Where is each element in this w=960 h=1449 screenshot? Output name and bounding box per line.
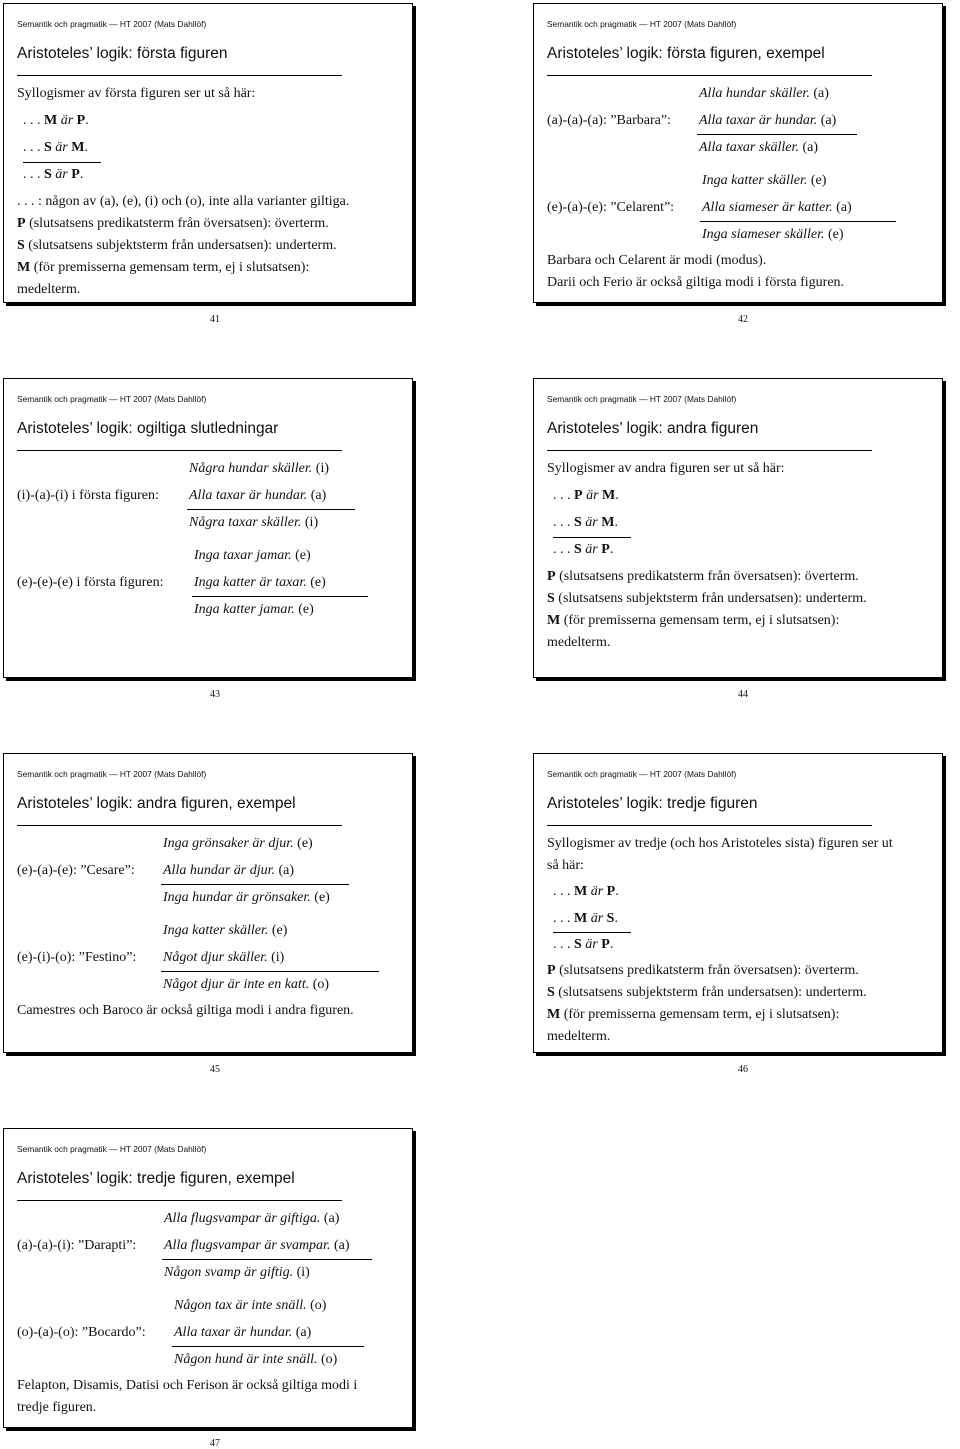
slide-41	[3, 3, 413, 303]
title-rule	[547, 450, 872, 451]
ex1-conclusion: Några taxar skäller. (i)	[189, 515, 319, 530]
slide-42	[533, 3, 943, 303]
def-medelterm: M (för premisserna gemensam term, ej i slutsatsen):	[547, 613, 840, 628]
slide-title: Aristoteles’ logik: andra figuren	[547, 420, 759, 437]
def-medelterm-cont: medelterm.	[17, 282, 81, 297]
celarent-line	[700, 221, 896, 222]
darapti-line	[162, 1259, 372, 1260]
ex2-line	[192, 596, 368, 597]
def-overterm: P (slutsatsens predikatsterm från översatsen): överterm.	[17, 216, 329, 231]
darapti-major: Alla flugsvampar är giftiga. (a)	[164, 1211, 340, 1226]
cesare-major: Inga grönsaker är djur. (e)	[163, 836, 313, 851]
example-label-barbara: (a)-(a)-(a): ”Barbara”:	[547, 113, 671, 128]
title-rule	[17, 1200, 342, 1201]
ex2-conclusion: Inga katter jamar. (e)	[194, 602, 314, 617]
slide-title: Aristoteles’ logik: första figuren	[17, 45, 228, 62]
ex2-minor: Inga katter är taxar. (e)	[194, 575, 326, 590]
bocardo-minor: Alla taxar är hundar. (a)	[174, 1325, 312, 1340]
intro-text: Syllogismer av första figuren ser ut så här:	[17, 86, 256, 101]
def-overterm: P (slutsatsens predikatsterm från översatsen): överterm.	[547, 569, 859, 584]
title-rule	[17, 450, 342, 451]
festino-line	[161, 971, 379, 972]
slide-header: Semantik och pragmatik — HT 2007 (Mats Dahllöf)	[547, 19, 737, 29]
premise-minor: . . . M är S.	[553, 911, 618, 926]
def-medelterm-cont: medelterm.	[547, 635, 611, 650]
conclusion: . . . S är P.	[23, 167, 84, 182]
slide-45	[3, 753, 413, 1053]
title-rule	[547, 75, 872, 76]
celarent-minor: Alla siameser är katter. (a)	[702, 200, 852, 215]
cesare-line	[161, 884, 349, 885]
slide-header: Semantik och pragmatik — HT 2007 (Mats Dahllöf)	[547, 394, 737, 404]
example-label-festino: (e)-(i)-(o): ”Festino”:	[17, 950, 137, 965]
festino-major: Inga katter skäller. (e)	[163, 923, 288, 938]
slide-header: Semantik och pragmatik — HT 2007 (Mats Dahllöf)	[17, 394, 207, 404]
barbara-minor: Alla taxar är hundar. (a)	[699, 113, 837, 128]
title-rule	[17, 75, 342, 76]
bocardo-conclusion: Någon hund är inte snäll. (o)	[174, 1352, 338, 1367]
cesare-conclusion: Inga hundar är grönsaker. (e)	[163, 890, 330, 905]
celarent-major: Inga katter skäller. (e)	[702, 173, 827, 188]
conclusion: . . . S är P.	[553, 542, 614, 557]
slide-title: Aristoteles’ logik: andra figuren, exempel	[17, 795, 296, 812]
bocardo-line	[172, 1346, 364, 1347]
page-number-45: 45	[210, 1064, 220, 1075]
celarent-conclusion: Inga siameser skäller. (e)	[702, 227, 844, 242]
intro-text-cont: så här:	[547, 858, 584, 873]
slide-header: Semantik och pragmatik — HT 2007 (Mats Dahllöf)	[17, 19, 207, 29]
premise-major: . . . M är P.	[23, 113, 89, 128]
ex1-line	[187, 509, 355, 510]
def-underterm: S (slutsatsens subjektsterm från undersatsen): underterm.	[547, 985, 867, 1000]
darapti-minor: Alla flugsvampar är svampar. (a)	[164, 1238, 350, 1253]
slide-header: Semantik och pragmatik — HT 2007 (Mats Dahllöf)	[17, 1144, 207, 1154]
variant-note: . . . : någon av (a), (e), (i) och (o), inte alla varianter giltiga.	[17, 194, 350, 209]
slide-title: Aristoteles’ logik: tredje figuren, exempel	[17, 1170, 295, 1187]
example-label-celarent: (e)-(a)-(e): ”Celarent”:	[547, 200, 675, 215]
slide-header: Semantik och pragmatik — HT 2007 (Mats Dahllöf)	[17, 769, 207, 779]
def-medelterm-cont: medelterm.	[547, 1029, 611, 1044]
conclusion-line	[23, 162, 101, 163]
footnote-2: tredje figuren.	[17, 1400, 97, 1415]
slide-title: Aristoteles’ logik: tredje figuren	[547, 795, 758, 812]
conclusion-line	[553, 932, 631, 933]
def-medelterm: M (för premisserna gemensam term, ej i slutsatsen):	[17, 260, 310, 275]
page-number-42: 42	[738, 314, 748, 325]
example-label-cesare: (e)-(a)-(e): ”Cesare”:	[17, 863, 135, 878]
ex1-minor: Alla taxar är hundar. (a)	[189, 488, 327, 503]
example-label-2: (e)-(e)-(e) i första figuren:	[17, 575, 164, 590]
barbara-major: Alla hundar skäller. (a)	[699, 86, 829, 101]
slide-47	[3, 1128, 413, 1428]
festino-conclusion: Något djur är inte en katt. (o)	[163, 977, 330, 992]
slide-title: Aristoteles’ logik: ogiltiga slutledningar	[17, 420, 279, 437]
intro-text: Syllogismer av tredje (och hos Aristoteles sista) figuren ser ut	[547, 836, 893, 851]
barbara-line	[697, 134, 857, 135]
premise-major: . . . P är M.	[553, 488, 619, 503]
example-label-bocardo: (o)-(a)-(o): ”Bocardo”:	[17, 1325, 146, 1340]
bocardo-major: Någon tax är inte snäll. (o)	[174, 1298, 327, 1313]
conclusion-line	[553, 537, 631, 538]
conclusion: . . . S är P.	[553, 937, 614, 952]
example-label-darapti: (a)-(a)-(i): ”Darapti”:	[17, 1238, 137, 1253]
footnote-1: Camestres och Baroco är också giltiga modi i andra figuren.	[17, 1003, 354, 1018]
premise-minor: . . . S är M.	[553, 515, 618, 530]
darapti-conclusion: Någon svamp är giftig. (i)	[164, 1265, 310, 1280]
def-overterm: P (slutsatsens predikatsterm från översatsen): överterm.	[547, 963, 859, 978]
page-number-43: 43	[210, 689, 220, 700]
def-medelterm: M (för premisserna gemensam term, ej i slutsatsen):	[547, 1007, 840, 1022]
slide-43	[3, 378, 413, 678]
page-number-47: 47	[210, 1438, 220, 1449]
footnote-1: Felapton, Disamis, Datisi och Ferison är också giltiga modi i	[17, 1378, 358, 1393]
slide-44	[533, 378, 943, 678]
def-underterm: S (slutsatsens subjektsterm från undersatsen): underterm.	[17, 238, 337, 253]
page-number-44: 44	[738, 689, 748, 700]
page-number-41: 41	[210, 314, 220, 325]
slide-header: Semantik och pragmatik — HT 2007 (Mats Dahllöf)	[547, 769, 737, 779]
footnote-2: Darii och Ferio är också giltiga modi i första figuren.	[547, 275, 845, 290]
def-underterm: S (slutsatsens subjektsterm från undersatsen): underterm.	[547, 591, 867, 606]
slide-46	[533, 753, 943, 1053]
ex2-major: Inga taxar jamar. (e)	[194, 548, 311, 563]
footnote-1: Barbara och Celarent är modi (modus).	[547, 253, 767, 268]
slide-title: Aristoteles’ logik: första figuren, exempel	[547, 45, 825, 62]
title-rule	[547, 825, 872, 826]
example-label-1: (i)-(a)-(i) i första figuren:	[17, 488, 159, 503]
title-rule	[17, 825, 342, 826]
premise-minor: . . . S är M.	[23, 140, 88, 155]
intro-text: Syllogismer av andra figuren ser ut så här:	[547, 461, 785, 476]
page-number-46: 46	[738, 1064, 748, 1075]
festino-minor: Något djur skäller. (i)	[163, 950, 285, 965]
ex1-major: Några hundar skäller. (i)	[189, 461, 330, 476]
barbara-conclusion: Alla taxar skäller. (a)	[699, 140, 818, 155]
premise-major: . . . M är P.	[553, 884, 619, 899]
cesare-minor: Alla hundar är djur. (a)	[163, 863, 295, 878]
